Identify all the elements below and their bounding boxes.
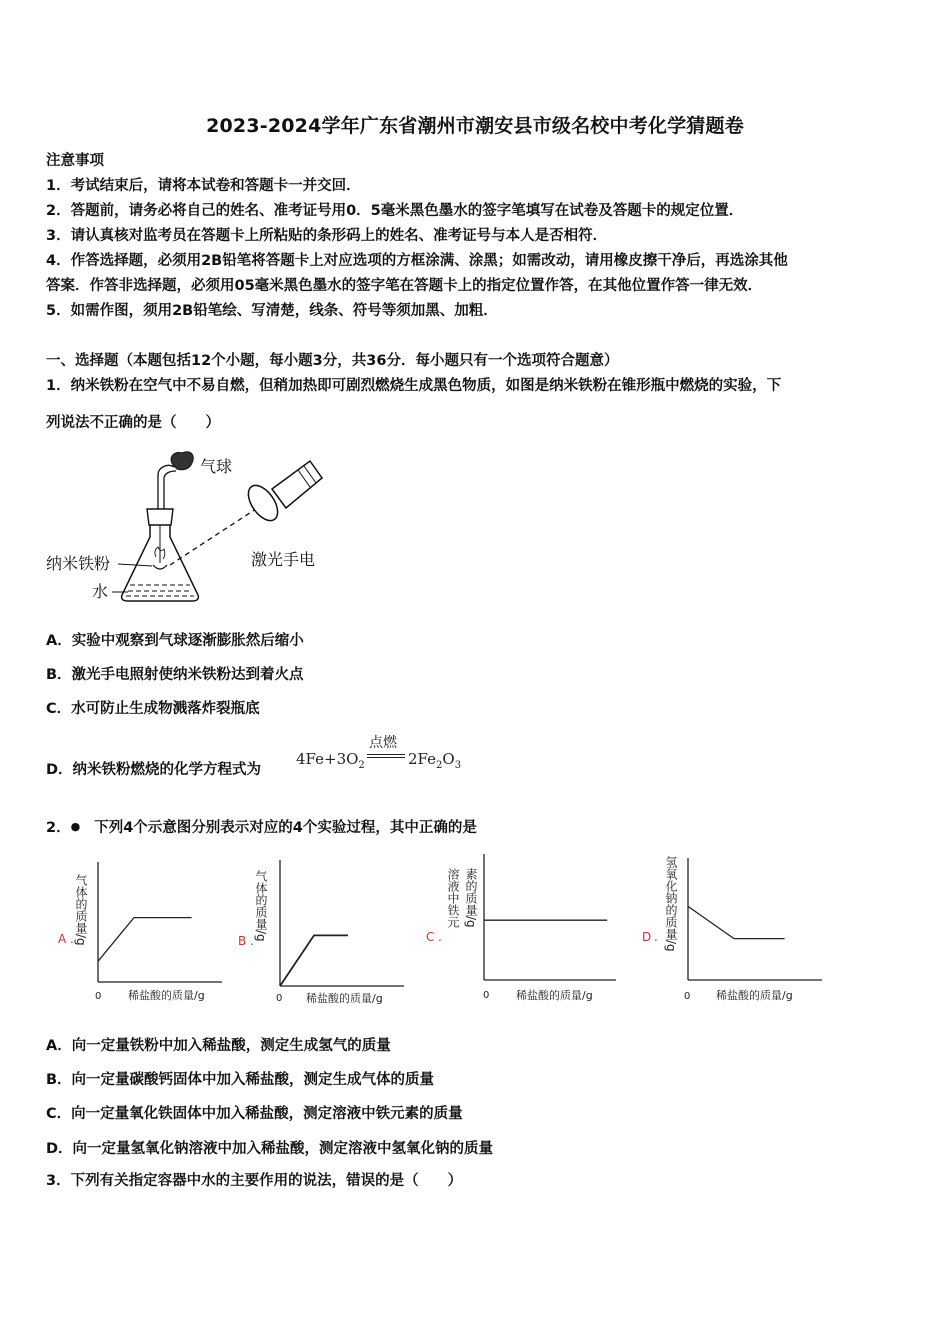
equation-double-line xyxy=(367,754,405,758)
graph-d-origin: 0 xyxy=(684,991,691,1002)
equation-left-sub: 2 xyxy=(358,760,365,771)
equation-right-sub2: 3 xyxy=(454,760,462,771)
graph-a-letter: A xyxy=(58,932,67,946)
q2-graphs xyxy=(0,842,950,1012)
equation-right: 2Fe xyxy=(408,750,437,768)
graph-c-dot: . xyxy=(438,930,442,944)
graph-c-letter: C xyxy=(426,930,435,944)
label-balloon: 气球 xyxy=(200,457,233,476)
label-laser: 激光手电 xyxy=(251,550,316,569)
notice-item: 1．考试结束后，请将本试卷和答题卡一并交回． xyxy=(46,178,361,194)
notice-item: 答案．作答非选择题，必须用05毫米黑色墨水的签字笔在答题卡上的指定位置作答，在其他位置作答一律无效． xyxy=(46,278,763,294)
label-iron-powder: 纳米铁粉 xyxy=(46,554,111,573)
notice-heading: 注意事项 xyxy=(46,153,104,169)
graph-c-ylabel-col2: 素的质量/g xyxy=(464,868,478,928)
q2-option-b[interactable]: B．向一定量碳酸钙固体中加入稀盐酸，测定生成气体的质量 xyxy=(46,1072,435,1088)
q2-stem-number: 2． xyxy=(46,820,71,836)
balloon-icon xyxy=(171,452,193,470)
q2-option-a[interactable]: A．向一定量铁粉中加入稀盐酸，测定生成氢气的质量 xyxy=(46,1038,391,1054)
graph-b-xlabel: 稀盐酸的质量/g xyxy=(306,992,383,1005)
q1-stem-line2: 列说法不正确的是（ ） xyxy=(46,415,220,431)
q3-stem: 3．下列有关指定容器中水的主要作用的说法，错误的是（ ） xyxy=(46,1173,463,1189)
graph-c xyxy=(426,854,616,1002)
graph-a-origin: 0 xyxy=(95,991,102,1002)
graph-d xyxy=(642,856,822,1002)
flask-stopper xyxy=(147,509,173,525)
bullet-icon: ● xyxy=(70,820,81,833)
q1-option-d[interactable]: D．纳米铁粉燃烧的化学方程式为 xyxy=(46,762,262,778)
q2-option-c[interactable]: C．向一定量氧化铁固体中加入稀盐酸，测定溶液中铁元素的质量 xyxy=(46,1106,463,1122)
graph-b-dot: . xyxy=(250,934,254,948)
graph-c-xlabel: 稀盐酸的质量/g xyxy=(516,989,593,1002)
equation-condition: 点燃 xyxy=(369,735,397,751)
q2-stem xyxy=(46,817,477,838)
notice-item: 3．请认真核对监考员在答题卡上所粘贴的条形码上的姓名、准考证号与本人是否相符． xyxy=(46,228,608,244)
graph-b xyxy=(238,860,404,1005)
q1-equation xyxy=(296,732,476,776)
laser-flashlight-icon xyxy=(243,461,322,526)
graph-b-origin: 0 xyxy=(276,993,283,1004)
graph-a-dot: . xyxy=(70,932,74,946)
graph-d-letter: D xyxy=(642,930,652,944)
notice-item: 4．作答选择题，必须用2B铅笔将答题卡上对应选项的方框涂满、涂黑；如需改动，请用橡皮擦干净后，再选涂其他 xyxy=(46,253,788,269)
equation-right-sub1: 2 xyxy=(436,760,443,771)
notice-item: 5．如需作图，须用2B铅笔绘、写清楚，线条、符号等须加黑、加粗． xyxy=(46,303,498,319)
label-water: 水 xyxy=(92,582,109,601)
q1-figure xyxy=(40,445,340,615)
notice-item: 2．答题前，请务必将自己的姓名、准考证号用0．5毫米黑色墨水的签字笔填写在试卷及答题卡的规定位置． xyxy=(46,203,744,219)
graph-d-dot: . xyxy=(654,930,658,944)
q1-option-a[interactable]: A．实验中观察到气球逐渐膨胀然后缩小 xyxy=(46,633,304,649)
graph-d-ylabel: 氢氧化钠的质量/g xyxy=(664,856,678,952)
graph-b-series-line xyxy=(280,935,348,986)
graph-d-xlabel: 稀盐酸的质量/g xyxy=(716,989,793,1002)
graph-d-series-line xyxy=(688,906,785,938)
graph-c-origin: 0 xyxy=(483,990,490,1001)
section-heading: 一、选择题（本题包括12个小题，每小题3分，共36分．每小题只有一个选项符合题意） xyxy=(46,353,619,369)
q1-option-b[interactable]: B．激光手电照射使纳米铁粉达到着火点 xyxy=(46,667,304,683)
q1-option-c[interactable]: C．水可防止生成物溅落炸裂瓶底 xyxy=(46,701,260,717)
q1-stem-line1: 1．纳米铁粉在空气中不易自燃，但稍加热即可剧烈燃烧生成黑色物质，如图是纳米铁粉在锥形瓶中燃烧的实验，下 xyxy=(46,378,782,394)
graph-b-letter: B xyxy=(238,934,247,948)
graph-c-ylabel-col1: 溶液中铁元 xyxy=(446,868,460,928)
equation-left: 4Fe+3O xyxy=(296,750,359,768)
graph-a xyxy=(58,862,222,1002)
graph-b-ylabel: 气体的质量/g xyxy=(254,870,268,942)
graph-a-series-line xyxy=(98,918,192,962)
graph-a-xlabel: 稀盐酸的质量/g xyxy=(128,989,205,1002)
q2-option-d[interactable]: D．向一定量氢氧化钠溶液中加入稀盐酸，测定溶液中氢氧化钠的质量 xyxy=(46,1141,494,1157)
equation-right-mid: O xyxy=(442,750,455,768)
page-title: 2023-2024学年广东省潮州市潮安县市级名校中考化学猜题卷 xyxy=(206,115,744,137)
q2-stem-text: 下列4个示意图分别表示对应的4个实验过程，其中正确的是 xyxy=(94,820,477,836)
graph-a-ylabel: 气体的质量/g xyxy=(74,874,88,946)
